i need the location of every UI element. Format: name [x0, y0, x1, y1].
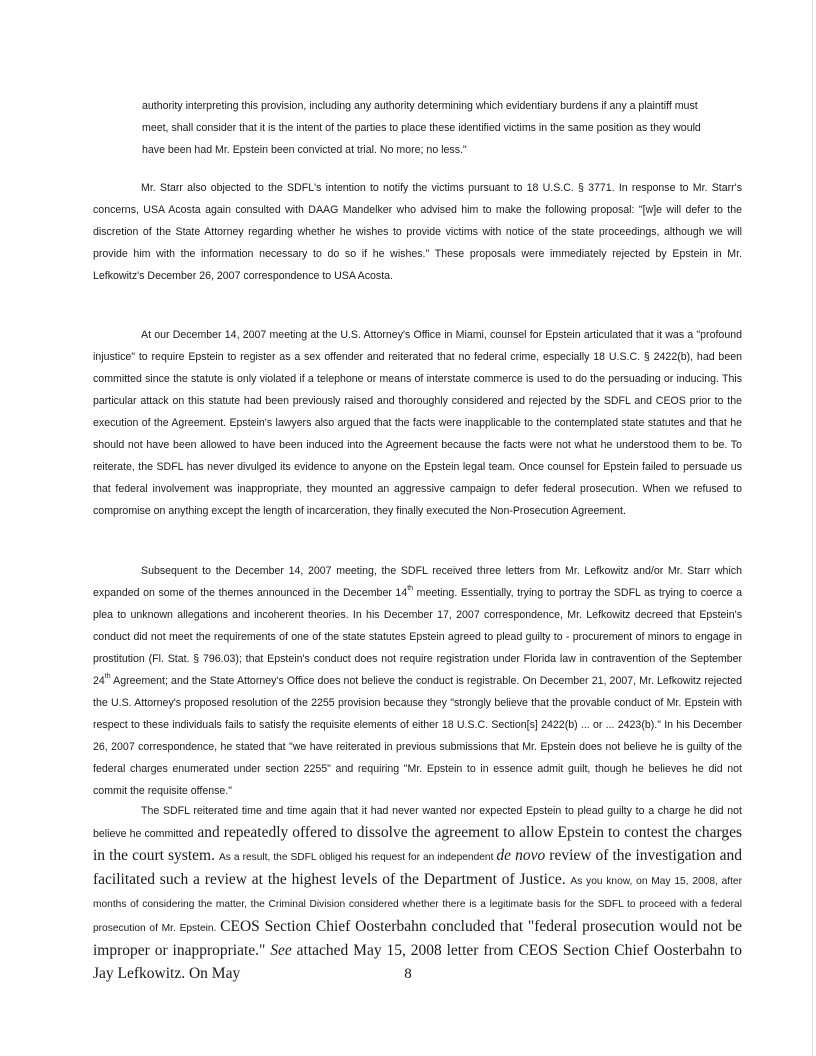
- superscript-ordinal: th: [407, 585, 414, 592]
- block-quote-text: authority interpreting this provision, including any authority determining which evidentiary burdens if any a plaintiff must meet, shall consider that it is the intent of the parties to place these identified victims in the same position as they would have been had Mr. Epstein been convicted at trial. No more; no less.": [142, 100, 701, 156]
- block-quote: [142, 95, 702, 161]
- paragraph-text: The SDFL reiterated time and time again that it had never wanted nor expected Epstein to plead guilty to a charge he did not believe he committed: [93, 805, 742, 840]
- paragraph-text-small: As you know, on May 15, 2008, after months of considering the matter, the Criminal Division considered whether there is a legitimate basis for the SDFL to proceed with a federal prosecution of Mr. Epstein.: [93, 876, 742, 934]
- paragraph-text: Mr. Starr also objected to the SDFL's intention to notify the victims pursuant to 18 U.S.C. § 3771. In response to Mr. Starr's concerns, USA Acosta again consulted with DAAG Mandelker who advised him to make the following proposal: "[w]e will defer to the discretion of the State Attorney regarding whether he wishes to provide victims with notice of the state proceedings, although we will provide him with the information necessary to do so if he wishes." These proposals were immediately rejected by Epstein in Mr. Lefkowitz's December 26, 2007 correspondence to USA Acosta.: [93, 182, 742, 282]
- paragraph-text: Agreement; and the State Attorney's Office does not believe the conduct is registrable. On December 21, 2007, Mr. Lefkowitz rejected the U.S. Attorney's proposed resolution of the 2255 provision because they "strongly believe that the provable conduct of Mr. Epstein with respect to these individuals fails to satisfy the requisite elements of either 18 U.S.C. Section[s] 2422(b) ... or ... 2423(b)." In his December 26, 2007 correspondence, he stated that "we have reiterated in previous submissions that Mr. Epstein does not believe he is guilty of the federal charges enumerated under section 2255" and requiring "Mr. Epstein to in essence admit guilt, though he believes he did not commit the requisite offense.": [93, 675, 742, 797]
- paragraph-text-serif: attached May 15, 2008 letter from CEOS Section Chief Oosterbahn to Jay Lefkowitz. On May: [93, 942, 742, 982]
- paragraph-text: At our December 14, 2007 meeting at the U.S. Attorney's Office in Miami, counsel for Epstein articulated that it was a "profound injustice" to require Epstein to register as a sex offender and reiterated that no federal crime, especially 18 U.S.C. § 2422(b), had been committed since the statute is only violated if a telephone or means of interstate commerce is used to do the persuading or inducing. This particular attack on this statute had been previously raised and thoroughly considered and rejected by the SDFL and CEOS prior to the execution of the Agreement. Epstein's lawyers also argued that the facts were inapplicable to the contemplated state statutes and that he should not have been allowed to have been induced into the Agreement because the facts were not what he understood them to be. To reiterate, the SDFL has never divulged its evidence to anyone on the Epstein legal team. Once counsel for Epstein failed to persuade us that federal involvement was inappropriate, they mounted an aggressive campaign to defer federal prosecution. When we refused to compromise on anything except the length of incarceration, they finally executed the Non-Prosecution Agreement.: [93, 329, 742, 517]
- superscript-ordinal: th: [104, 673, 111, 680]
- paragraph-december-meeting: [93, 324, 742, 522]
- page-number: 8: [404, 966, 412, 982]
- paragraph-text: meeting. Essentially, trying to portray the SDFL as trying to coerce a plea to unknown allegations and incoherent theories. In his December 17, 2007 correspondence, Mr. Lefkowitz decreed that Epstein's conduct did not meet the requirements of one of the state statutes Epstein agreed to plead guilty to - procurement of minors to engage in prostitution (Fl. Stat. § 796.03); that Epstein's conduct does not require registration under Florida law in contravention of the September 24: [93, 587, 742, 687]
- paragraph-text-serif: and repeatedly offered to dissolve the agreement to allow Epstein to contest the charges in the court system.: [93, 824, 742, 864]
- paragraph-victim-notification: [93, 177, 742, 287]
- paragraph-text-serif: CEOS Section Chief Oosterbahn concluded that "federal prosecution would not be improper or inappropriate.": [93, 918, 742, 959]
- page-edge: [812, 0, 813, 1056]
- paragraph-text-italic: de novo: [496, 847, 546, 864]
- paragraph-text-small: As a result, the SDFL obliged his request for an independent: [219, 852, 497, 863]
- paragraph-lefkowitz-letters: [93, 560, 742, 802]
- paragraph-text-serif: review of the investigation and facilitated such a review at the highest levels of the Department of Justice.: [93, 847, 743, 888]
- paragraph-de-novo-review: [93, 800, 742, 986]
- paragraph-text: Subsequent to the December 14, 2007 meeting, the SDFL received three letters from Mr. Lefkowitz and/or Mr. Starr which expanded on some of the themes announced in the December 14: [93, 565, 742, 599]
- paragraph-text-italic: See: [270, 942, 292, 959]
